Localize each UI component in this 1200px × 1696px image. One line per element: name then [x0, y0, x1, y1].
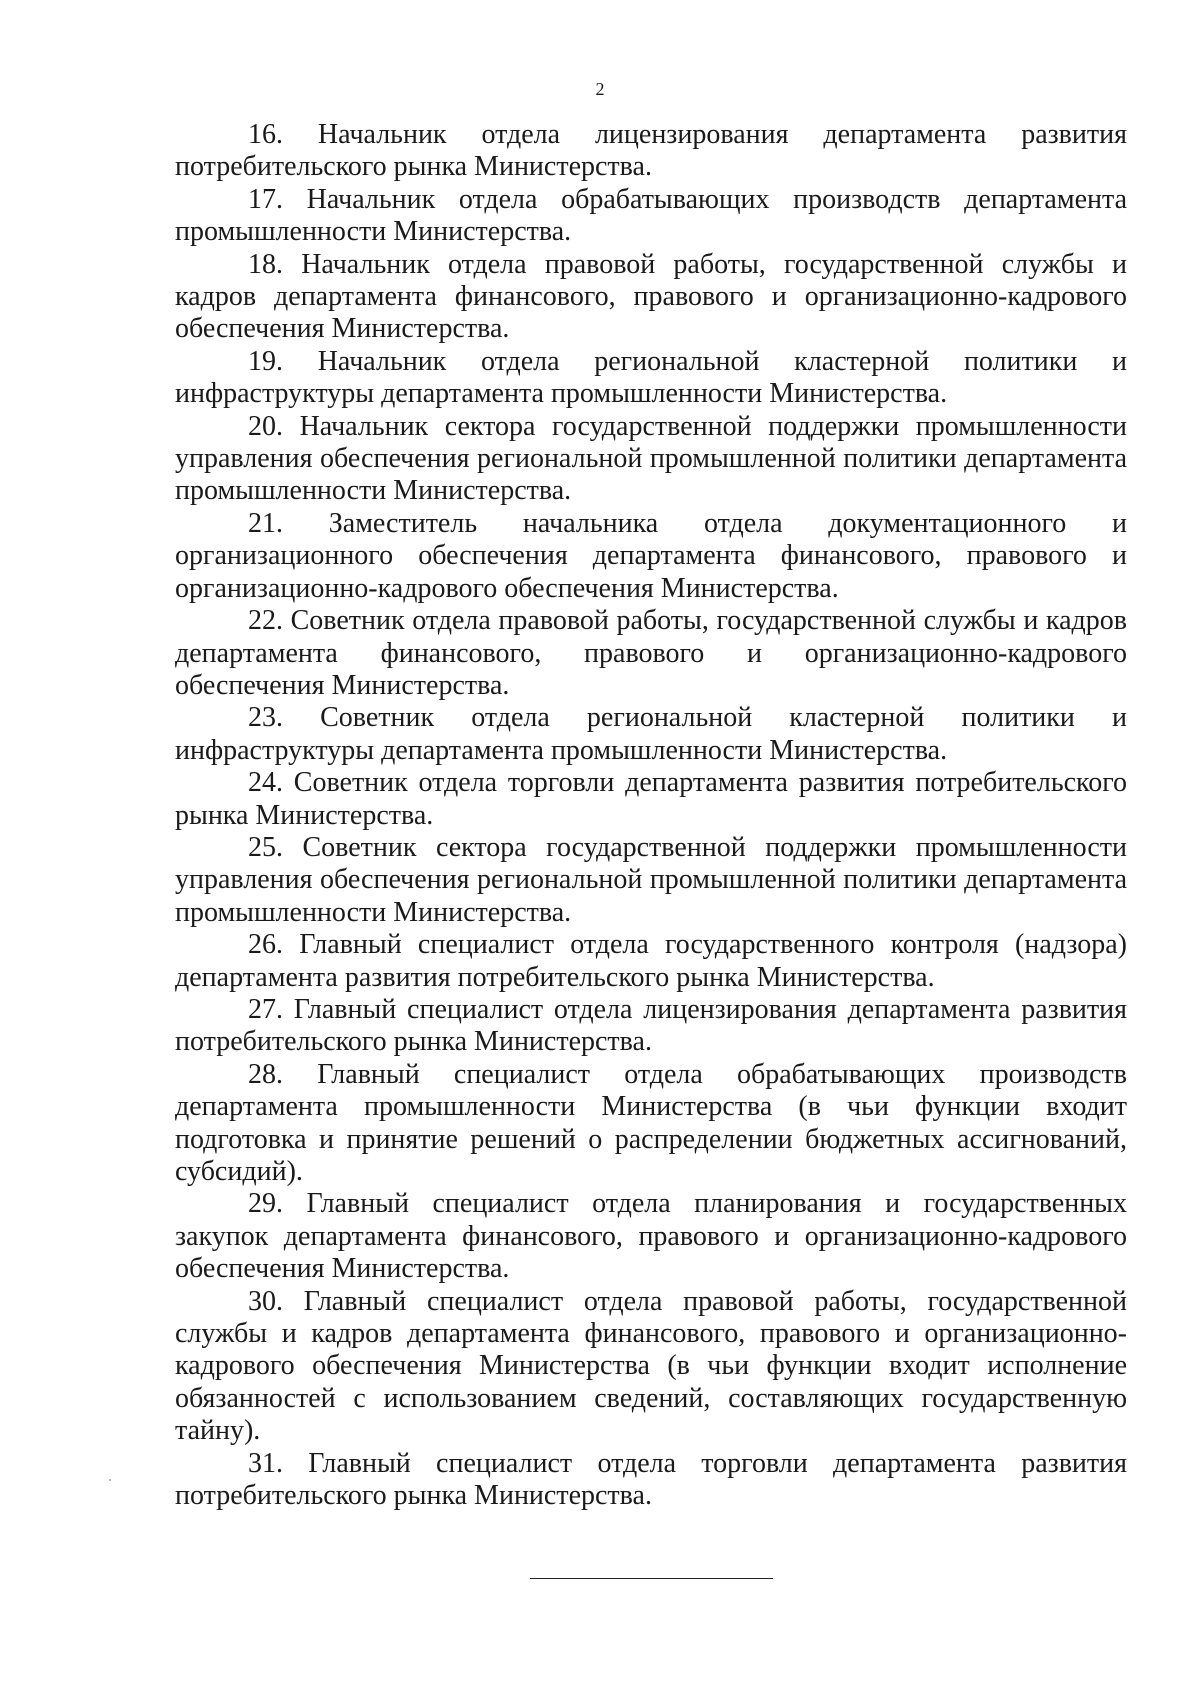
list-item: 27. Главный специалист отдела лицензирования департамента развития потребительского рынка Министерства.	[175, 993, 1127, 1058]
list-item: 24. Советник отдела торговли департамента развития потребительского рынка Министерства.	[175, 767, 1127, 831]
list-item: 20. Начальник сектора государственной поддержки промышленности управления обеспечения региональной промышленной политики департамента промышленности Министерства.	[175, 410, 1127, 507]
list-item: 22. Советник отдела правовой работы, государственной службы и кадров департамента финансового, правового и организационно-кадрового обеспечения Министерства.	[175, 605, 1127, 701]
list-item: 30. Главный специалист отдела правовой работы, государственной службы и кадров департамента финансового, правового и организационно-кадрового обеспечения Министерства (в чьи функции входит исполнение обязанностей с использованием сведений, составляющих государственную тайну).	[175, 1285, 1127, 1447]
list-item: 29. Главный специалист отдела планирования и государственных закупок департамента финансового, правового и организационно-кадрового обеспечения Министерства.	[175, 1188, 1127, 1285]
list-item: 19. Начальник отдела региональной кластерной политики и инфраструктуры департамента промышленности Министерства.	[175, 345, 1127, 410]
list-item: 23. Советник отдела региональной кластерной политики и инфраструктуры департамента промышленности Министерства.	[175, 702, 1127, 766]
list-item: 18. Начальник отдела правовой работы, государственной службы и кадров департамента финансового, правового и организационно-кадрового обеспечения Министерства.	[175, 248, 1127, 345]
list-item: 25. Советник сектора государственной поддержки промышленности управления обеспечения региональной промышленной политики департамента промышленности Министерства.	[175, 831, 1127, 928]
end-divider-line	[530, 1578, 773, 1579]
page-number: 2	[595, 79, 605, 99]
list-item: 26. Главный специалист отдела государственного контроля (надзора) департамента развития потребительского рынка Министерства.	[175, 929, 1127, 993]
document-body	[175, 119, 1127, 1512]
list-item: 28. Главный специалист отдела обрабатывающих производств департамента промышленности Министерства (в чьи функции входит подготовка и принятие решений о распределении бюджетных ассигнований, субсидий).	[175, 1058, 1127, 1187]
scan-artifact	[109, 1479, 111, 1481]
list-item: 17. Начальник отдела обрабатывающих производств департамента промышленности Министерства.	[175, 183, 1127, 248]
list-item: 31. Главный специалист отдела торговли департамента развития потребительского рынка Министерства.	[175, 1447, 1127, 1512]
list-item: 21. Заместитель начальника отдела документационного и организационного обеспечения департамента финансового, правового и организационно-кадрового обеспечения Министерства.	[175, 507, 1127, 604]
list-item: 16. Начальник отдела лицензирования департамента развития потребительского рынка Министерства.	[175, 119, 1127, 183]
